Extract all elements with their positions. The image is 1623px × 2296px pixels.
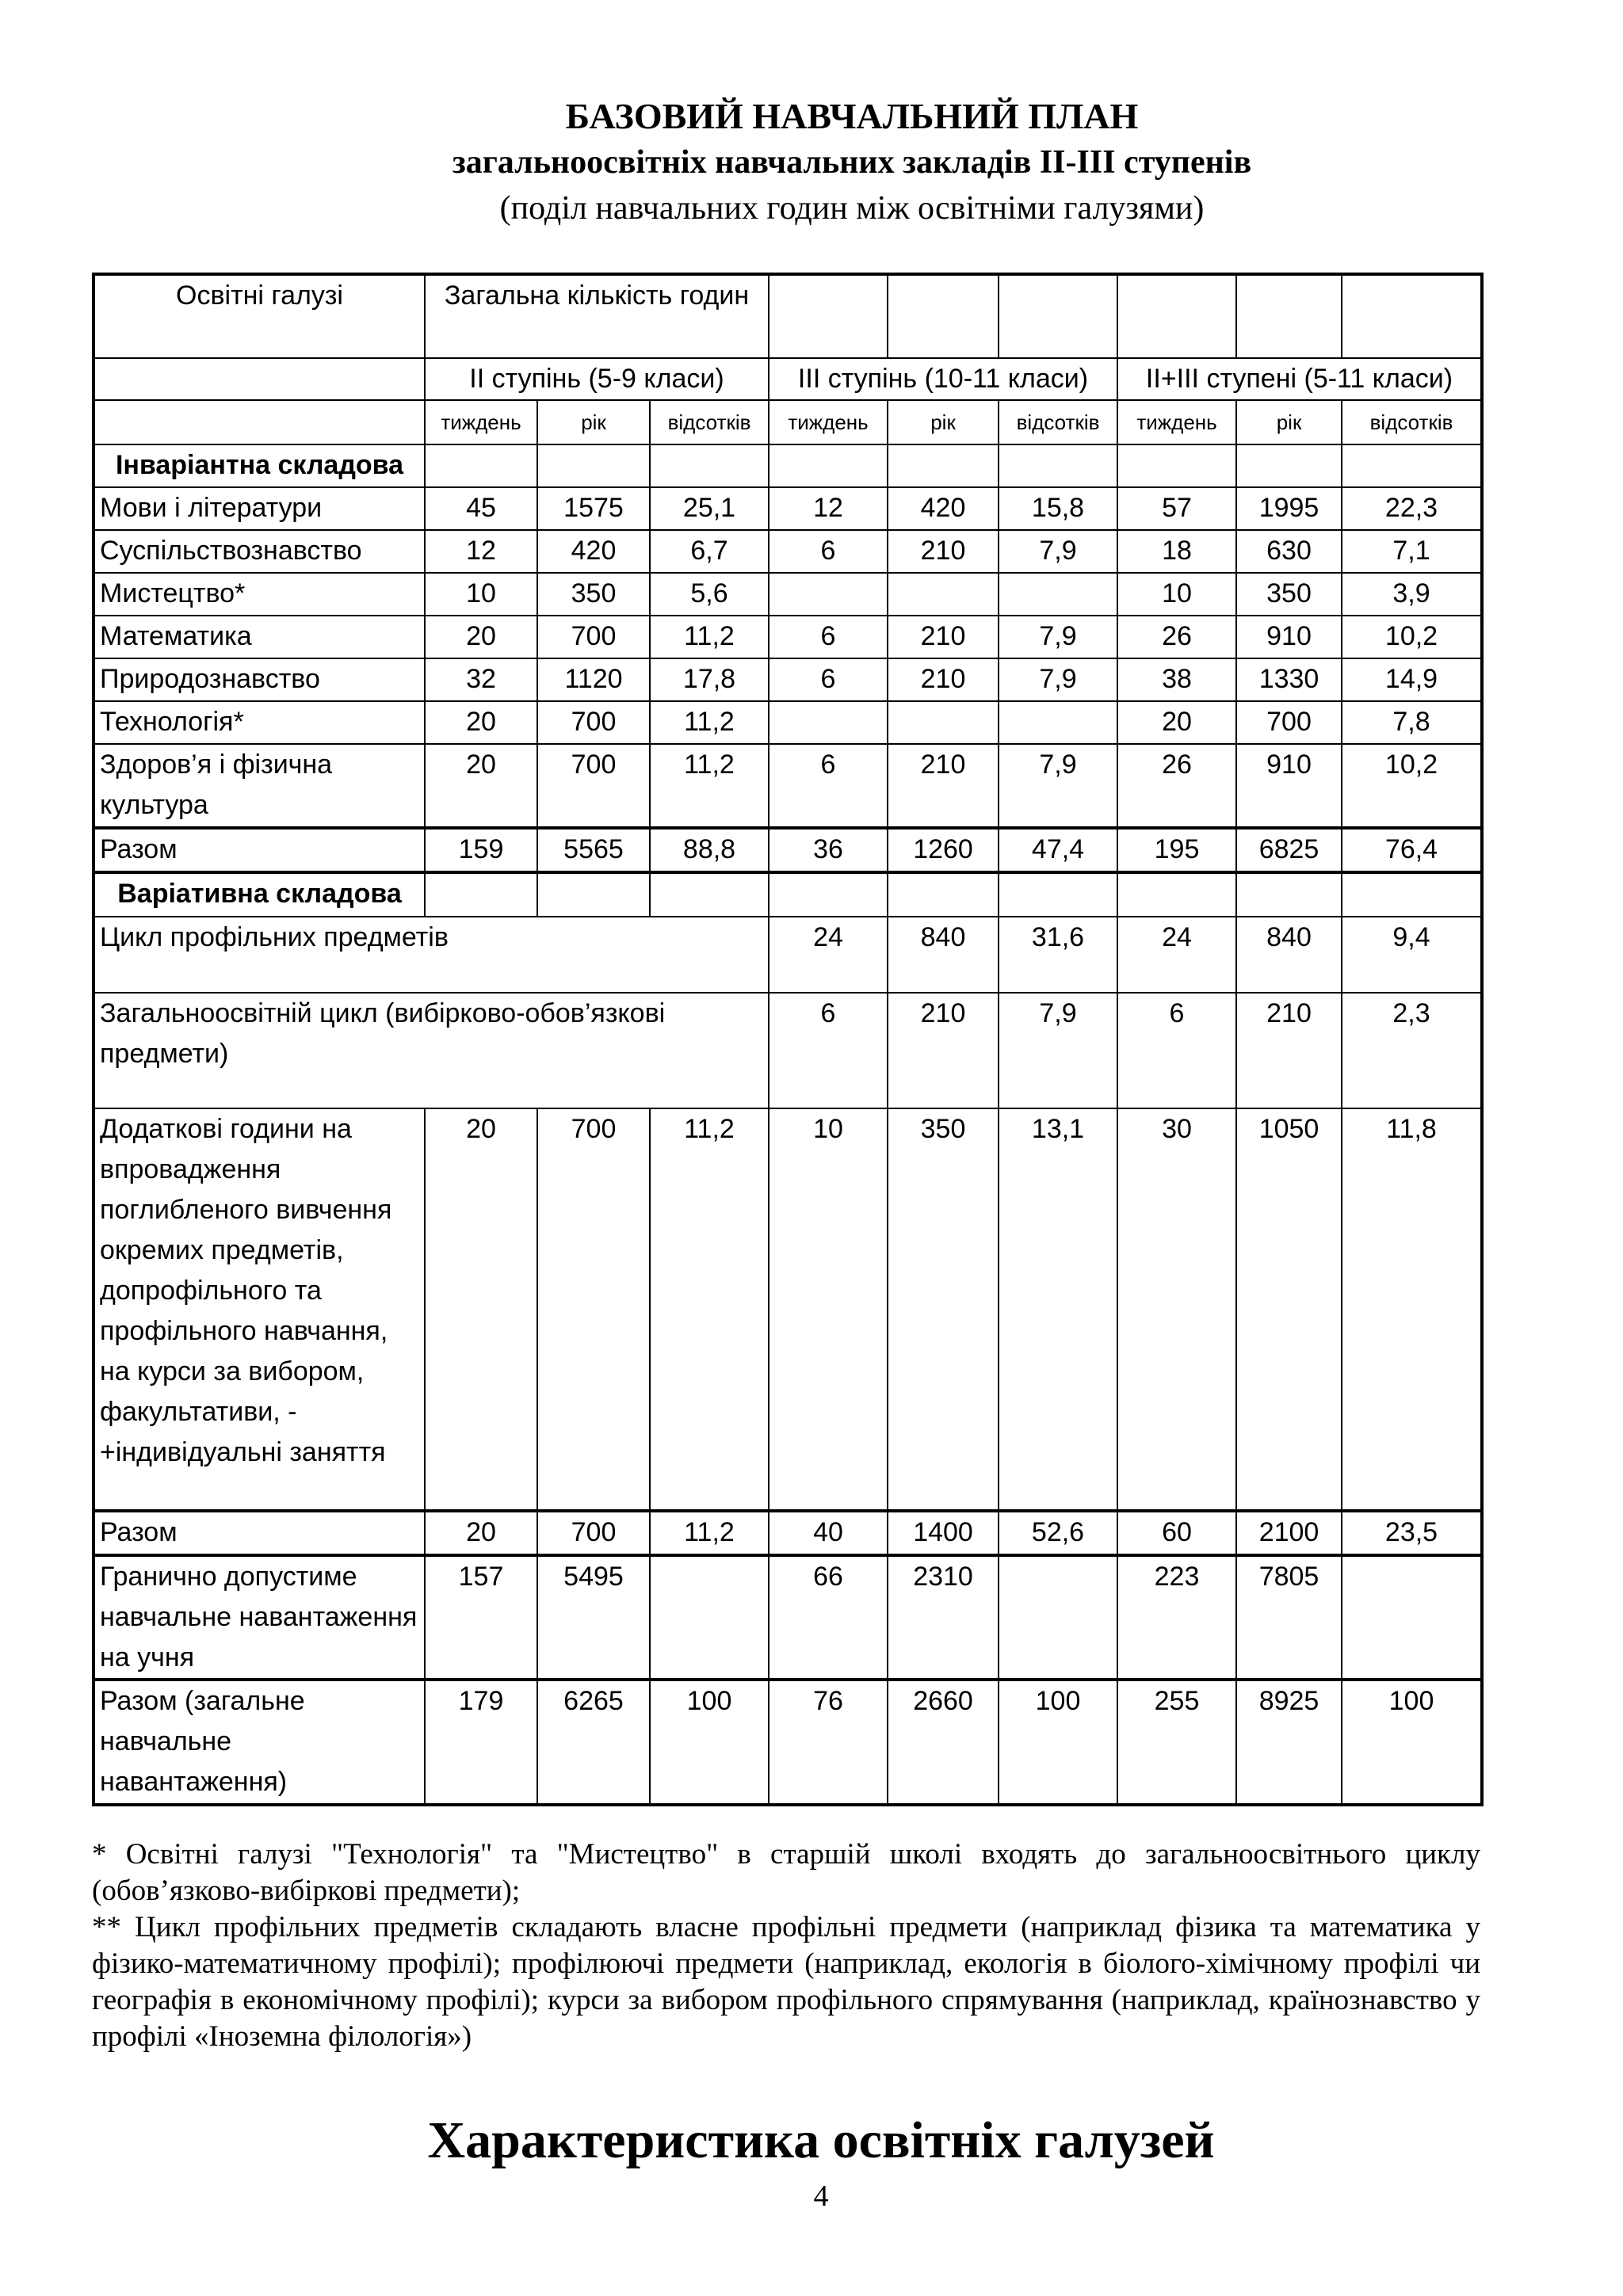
row-name: Гранично допустиме навчальне навантаження на учня bbox=[94, 1555, 425, 1680]
cell: 7805 bbox=[1236, 1555, 1342, 1680]
cell: 11,2 bbox=[650, 616, 769, 658]
table-row bbox=[94, 616, 1482, 658]
cell: 350 bbox=[537, 573, 650, 616]
cell: 210 bbox=[888, 744, 999, 828]
cell: 20 bbox=[425, 1108, 537, 1511]
empty-cell bbox=[537, 872, 650, 917]
cell: 11,2 bbox=[650, 1511, 769, 1555]
table-row bbox=[94, 744, 1482, 828]
empty-cell bbox=[769, 872, 888, 917]
cell: 20 bbox=[425, 1511, 537, 1555]
cell bbox=[769, 573, 888, 616]
footnotes bbox=[92, 1836, 1480, 2055]
cell: 30 bbox=[1117, 1108, 1236, 1511]
cell: 7,9 bbox=[999, 616, 1117, 658]
cell: 700 bbox=[537, 616, 650, 658]
cell: 210 bbox=[888, 530, 999, 573]
cell: 6 bbox=[769, 658, 888, 701]
cell: 20 bbox=[425, 744, 537, 828]
cell: 7,9 bbox=[999, 530, 1117, 573]
cell: 26 bbox=[1117, 616, 1236, 658]
cell: 13,1 bbox=[999, 1108, 1117, 1511]
empty-cell bbox=[999, 444, 1117, 487]
header-stage-2-3: ІІ+ІІІ ступені (5-11 класи) bbox=[1117, 358, 1482, 400]
cell: 910 bbox=[1236, 616, 1342, 658]
row-name: Мистецтво* bbox=[94, 573, 425, 616]
table-row bbox=[94, 1680, 1482, 1805]
cell bbox=[650, 1555, 769, 1680]
sub-year: рік bbox=[888, 400, 999, 444]
cell: 5565 bbox=[537, 828, 650, 872]
invariant-rows bbox=[94, 487, 1482, 828]
table-row bbox=[94, 658, 1482, 701]
cell: 255 bbox=[1117, 1680, 1236, 1805]
row-name: Додаткові години на впровадження поглибленого вивчення окремих предметів, допрофільного та профільного навчання, на курси за вибором, факультативи, -+індивідуальні заняття bbox=[94, 1108, 425, 1511]
cell: 20 bbox=[425, 701, 537, 744]
cell: 25,1 bbox=[650, 487, 769, 530]
sub-year: рік bbox=[537, 400, 650, 444]
empty-cell bbox=[94, 358, 425, 400]
cell: 2660 bbox=[888, 1680, 999, 1805]
header-stage-3: ІІІ ступінь (10-11 класи) bbox=[769, 358, 1117, 400]
cell: 10,2 bbox=[1342, 744, 1482, 828]
header-total-hours: Загальна кількість годин bbox=[425, 274, 769, 358]
header-row-3 bbox=[94, 400, 1482, 444]
row-name: Природознавство bbox=[94, 658, 425, 701]
header-row-1 bbox=[94, 274, 1482, 358]
cell: 20 bbox=[425, 616, 537, 658]
sub-percent: відсотків bbox=[1342, 400, 1482, 444]
cell: 26 bbox=[1117, 744, 1236, 828]
cell bbox=[888, 573, 999, 616]
sub-percent: відсотків bbox=[650, 400, 769, 444]
empty-cell bbox=[425, 444, 537, 487]
cell: 6 bbox=[769, 530, 888, 573]
cell: 1260 bbox=[888, 828, 999, 872]
cell: 45 bbox=[425, 487, 537, 530]
cell: 210 bbox=[888, 993, 999, 1108]
row-name: Разом bbox=[94, 828, 425, 872]
table-row bbox=[94, 993, 1482, 1108]
cell: 10 bbox=[425, 573, 537, 616]
cell: 12 bbox=[769, 487, 888, 530]
table-row bbox=[94, 1108, 1482, 1511]
row-name: Мови і літератури bbox=[94, 487, 425, 530]
cell: 1400 bbox=[888, 1511, 999, 1555]
cell: 420 bbox=[888, 487, 999, 530]
cell: 14,9 bbox=[1342, 658, 1482, 701]
cell: 210 bbox=[888, 616, 999, 658]
empty-cell bbox=[888, 274, 999, 358]
table-row bbox=[94, 573, 1482, 616]
cell: 1995 bbox=[1236, 487, 1342, 530]
table-row bbox=[94, 487, 1482, 530]
cell bbox=[888, 701, 999, 744]
cell: 2,3 bbox=[1342, 993, 1482, 1108]
cell: 18 bbox=[1117, 530, 1236, 573]
footnote-1: * Освітні галузі "Технологія" та "Мистецтво" в старшій школі входять до загальноосвітнього циклу (обов’язково-вибіркові предмети); bbox=[92, 1838, 1480, 1907]
cell: 159 bbox=[425, 828, 537, 872]
cell: 7,9 bbox=[999, 658, 1117, 701]
row-name: Технологія* bbox=[94, 701, 425, 744]
empty-cell bbox=[1117, 872, 1236, 917]
cell: 40 bbox=[769, 1511, 888, 1555]
cell: 420 bbox=[537, 530, 650, 573]
empty-cell bbox=[537, 444, 650, 487]
cell bbox=[1342, 1555, 1482, 1680]
cell: 15,8 bbox=[999, 487, 1117, 530]
empty-cell bbox=[1236, 274, 1342, 358]
cell: 10,2 bbox=[1342, 616, 1482, 658]
cell: 1575 bbox=[537, 487, 650, 530]
empty-cell bbox=[1117, 274, 1236, 358]
cell: 60 bbox=[1117, 1511, 1236, 1555]
row-name: Разом bbox=[94, 1511, 425, 1555]
cell: 210 bbox=[888, 658, 999, 701]
cell: 36 bbox=[769, 828, 888, 872]
cell: 66 bbox=[769, 1555, 888, 1680]
cell: 7,8 bbox=[1342, 701, 1482, 744]
cell: 47,4 bbox=[999, 828, 1117, 872]
empty-cell bbox=[769, 274, 888, 358]
cell: 7,1 bbox=[1342, 530, 1482, 573]
header-row-2 bbox=[94, 358, 1482, 400]
cell: 12 bbox=[425, 530, 537, 573]
cell: 350 bbox=[888, 1108, 999, 1511]
document-title: БАЗОВИЙ НАВЧАЛЬНИЙ ПЛАН bbox=[565, 96, 1139, 136]
table-row bbox=[94, 828, 1482, 872]
cell bbox=[769, 701, 888, 744]
cell: 6825 bbox=[1236, 828, 1342, 872]
cell: 5,6 bbox=[650, 573, 769, 616]
sub-week: тиждень bbox=[769, 400, 888, 444]
page-number: 4 bbox=[813, 2180, 829, 2213]
cell: 9,4 bbox=[1342, 917, 1482, 993]
cell: 38 bbox=[1117, 658, 1236, 701]
cell: 5495 bbox=[537, 1555, 650, 1680]
row-name: Цикл профільних предметів bbox=[94, 917, 650, 993]
row-name: Загальноосвітній цикл (вибірково-обов’язкові предмети) bbox=[94, 993, 769, 1108]
cell: 10 bbox=[1117, 573, 1236, 616]
section-invariant bbox=[94, 444, 1482, 487]
cell: 100 bbox=[999, 1680, 1117, 1805]
cell: 157 bbox=[425, 1555, 537, 1680]
cell: 24 bbox=[1117, 917, 1236, 993]
cell: 24 bbox=[769, 917, 888, 993]
cell: 22,3 bbox=[1342, 487, 1482, 530]
sub-week: тиждень bbox=[1117, 400, 1236, 444]
cell: 1330 bbox=[1236, 658, 1342, 701]
table-row bbox=[94, 701, 1482, 744]
cell: 700 bbox=[537, 701, 650, 744]
cell: 11,2 bbox=[650, 701, 769, 744]
cell: 1050 bbox=[1236, 1108, 1342, 1511]
cell: 840 bbox=[1236, 917, 1342, 993]
empty-cell bbox=[1342, 274, 1482, 358]
cell: 17,8 bbox=[650, 658, 769, 701]
cell: 700 bbox=[537, 1511, 650, 1555]
cell: 223 bbox=[1117, 1555, 1236, 1680]
empty-cell bbox=[650, 872, 769, 917]
row-name: Математика bbox=[94, 616, 425, 658]
cell: 100 bbox=[650, 1680, 769, 1805]
empty-cell bbox=[999, 274, 1117, 358]
empty-cell bbox=[1236, 872, 1342, 917]
table-row bbox=[94, 917, 1482, 993]
cell: 31,6 bbox=[999, 917, 1117, 993]
section-label: Інваріантна складова bbox=[94, 444, 425, 487]
row-name: Разом (загальне навчальне навантаження) bbox=[94, 1680, 425, 1805]
sub-percent: відсотків bbox=[999, 400, 1117, 444]
cell: 23,5 bbox=[1342, 1511, 1482, 1555]
section-heading: Характеристика освітніх галузей bbox=[427, 2111, 1215, 2169]
cell bbox=[999, 573, 1117, 616]
cell: 52,6 bbox=[999, 1511, 1117, 1555]
cell: 11,2 bbox=[650, 1108, 769, 1511]
cell bbox=[999, 1555, 1117, 1680]
cell: 195 bbox=[1117, 828, 1236, 872]
cell: 6 bbox=[769, 616, 888, 658]
cell: 100 bbox=[1342, 1680, 1482, 1805]
cell: 7,9 bbox=[999, 993, 1117, 1108]
empty-cell bbox=[425, 872, 537, 917]
cell: 11,2 bbox=[650, 744, 769, 828]
cell: 210 bbox=[1236, 993, 1342, 1108]
empty-cell bbox=[1117, 444, 1236, 487]
empty-cell bbox=[999, 872, 1117, 917]
cell: 2310 bbox=[888, 1555, 999, 1680]
cell: 6 bbox=[1117, 993, 1236, 1108]
cell: 6265 bbox=[537, 1680, 650, 1805]
cell: 88,8 bbox=[650, 828, 769, 872]
empty-cell bbox=[650, 917, 769, 993]
cell: 20 bbox=[1117, 701, 1236, 744]
empty-cell bbox=[650, 444, 769, 487]
table-row bbox=[94, 1555, 1482, 1680]
cell: 1120 bbox=[537, 658, 650, 701]
document-subtitle: загальноосвітніх навчальних закладів ІІ-ІІІ ступенів bbox=[452, 144, 1252, 181]
header-stage-2: ІІ ступінь (5-9 класи) bbox=[425, 358, 769, 400]
cell: 8925 bbox=[1236, 1680, 1342, 1805]
cell: 700 bbox=[537, 744, 650, 828]
cell: 10 bbox=[769, 1108, 888, 1511]
cell: 2100 bbox=[1236, 1511, 1342, 1555]
cell: 910 bbox=[1236, 744, 1342, 828]
section-variative bbox=[94, 872, 1482, 917]
footnote-2: ** Цикл профільних предметів складають власне профільні предмети (наприклад фізика та математика у фізико-математичному профілі); профілюючі предмети (наприклад, екологія в біолого-хімічному профілі чи географія в економічному профілі); курси за вибором профільного спрямування (наприклад, країнознавство у профілі «Іноземна філологія») bbox=[92, 1911, 1480, 2053]
empty-cell bbox=[769, 444, 888, 487]
cell: 6,7 bbox=[650, 530, 769, 573]
empty-cell bbox=[94, 400, 425, 444]
title-block bbox=[0, 93, 1623, 231]
cell: 57 bbox=[1117, 487, 1236, 530]
empty-cell bbox=[888, 444, 999, 487]
cell: 350 bbox=[1236, 573, 1342, 616]
empty-cell bbox=[1342, 872, 1482, 917]
cell: 700 bbox=[537, 1108, 650, 1511]
table-row bbox=[94, 530, 1482, 573]
cell: 32 bbox=[425, 658, 537, 701]
cell: 6 bbox=[769, 993, 888, 1108]
cell: 11,8 bbox=[1342, 1108, 1482, 1511]
sub-week: тиждень bbox=[425, 400, 537, 444]
cell: 3,9 bbox=[1342, 573, 1482, 616]
row-name: Суспільствознавство bbox=[94, 530, 425, 573]
cell: 700 bbox=[1236, 701, 1342, 744]
sub-year: рік bbox=[1236, 400, 1342, 444]
curriculum-table bbox=[92, 273, 1484, 1806]
cell: 76 bbox=[769, 1680, 888, 1805]
cell: 76,4 bbox=[1342, 828, 1482, 872]
cell: 840 bbox=[888, 917, 999, 993]
empty-cell bbox=[1342, 444, 1482, 487]
cell: 630 bbox=[1236, 530, 1342, 573]
empty-cell bbox=[888, 872, 999, 917]
section-label: Варіативна складова bbox=[94, 872, 425, 917]
header-field: Освітні галузі bbox=[94, 274, 425, 358]
cell: 179 bbox=[425, 1680, 537, 1805]
row-name: Здоров’я і фізична культура bbox=[94, 744, 425, 828]
cell: 7,9 bbox=[999, 744, 1117, 828]
document-caption: (поділ навчальних годин між освітніми галузями) bbox=[499, 190, 1205, 227]
table-row bbox=[94, 1511, 1482, 1555]
cell: 6 bbox=[769, 744, 888, 828]
empty-cell bbox=[1236, 444, 1342, 487]
cell bbox=[999, 701, 1117, 744]
